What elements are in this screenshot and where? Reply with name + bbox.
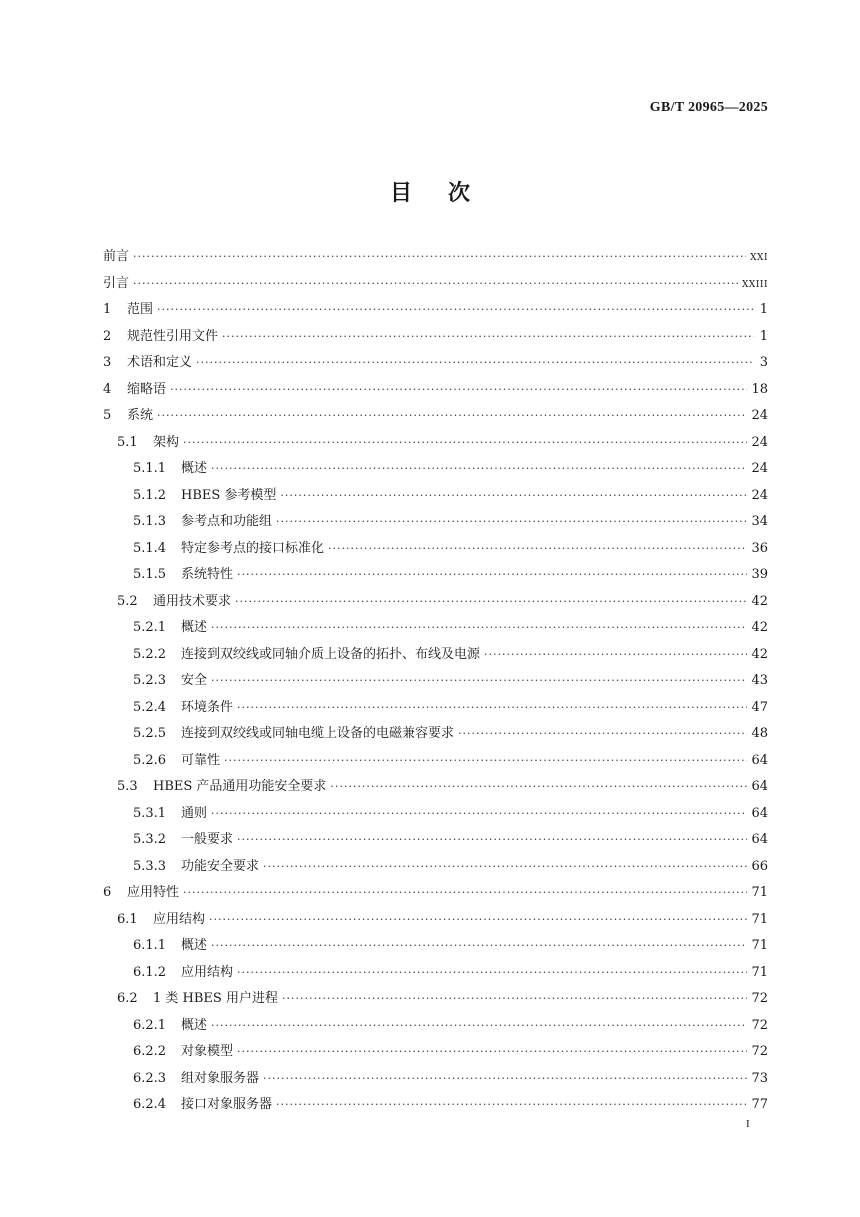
toc-entry-title: 应用特性 bbox=[127, 885, 180, 900]
toc-entry-title: 前言 bbox=[103, 249, 130, 264]
toc-entry-title: 应用结构 bbox=[181, 964, 234, 980]
toc-entry-page: 36 bbox=[751, 540, 768, 556]
toc-entry[interactable] bbox=[103, 483, 768, 510]
toc-dot-leader bbox=[263, 1066, 747, 1093]
toc-entry-title: 接口对象服务器 bbox=[181, 1097, 273, 1112]
toc-entry-number: 5.2.4 bbox=[133, 699, 167, 715]
toc-entry-page: 24 bbox=[751, 408, 768, 423]
toc-entry-title: 概述 bbox=[181, 938, 208, 953]
toc-entry-title: 对象模型 bbox=[181, 1044, 234, 1059]
toc-entry-number: 6.2.2 bbox=[133, 1044, 167, 1059]
toc-entry-page: 43 bbox=[751, 673, 768, 688]
toc-entry-number: 6.1.2 bbox=[133, 964, 167, 980]
toc-dot-leader bbox=[133, 244, 746, 271]
standard-code: GB/T 20965—2025 bbox=[649, 100, 768, 115]
toc-entry[interactable] bbox=[103, 271, 768, 298]
toc-entry-page: 1 bbox=[759, 302, 768, 317]
toc-entry-title: 连接到双绞线或同轴介质上设备的拓扑、布线及电源 bbox=[181, 646, 481, 662]
toc-entry-number: 5.2.6 bbox=[133, 752, 167, 768]
toc-dot-leader bbox=[458, 721, 747, 748]
toc-entry-title: 概述 bbox=[181, 620, 208, 635]
toc-dot-leader bbox=[237, 827, 747, 854]
toc-entry-title: 通用技术要求 bbox=[153, 593, 232, 609]
toc-entry-page: 71 bbox=[751, 911, 768, 927]
toc-entry-page: 47 bbox=[751, 699, 768, 715]
toc-entry[interactable] bbox=[103, 456, 768, 483]
toc-dot-leader bbox=[183, 880, 747, 907]
toc-dot-leader bbox=[237, 695, 747, 722]
toc-entry-number: 5.2.1 bbox=[133, 620, 167, 635]
toc-entry-page: 42 bbox=[751, 593, 768, 609]
toc-entry-number: 5.2.3 bbox=[133, 673, 167, 688]
toc-dot-leader bbox=[263, 854, 747, 881]
toc-entry-number: 5.2 bbox=[117, 593, 138, 609]
toc-entry-title: 概述 bbox=[181, 1017, 208, 1033]
toc-entry-title: 参考点和功能组 bbox=[181, 514, 273, 529]
toc-entry-title: 功能安全要求 bbox=[181, 858, 260, 874]
toc-entry-title: 通则 bbox=[181, 805, 208, 821]
toc-entry-title: 一般要求 bbox=[181, 832, 234, 847]
toc-entry-page: 71 bbox=[751, 938, 768, 953]
toc-dot-leader bbox=[235, 589, 747, 616]
toc-entry[interactable] bbox=[103, 1039, 768, 1066]
toc-entry-title: 规范性引用文件 bbox=[127, 328, 219, 344]
toc-entry-number: 6 bbox=[103, 885, 112, 900]
toc-entry-number: 5.1.4 bbox=[133, 540, 167, 556]
toc-entry-page: 71 bbox=[751, 964, 768, 980]
toc-entry-page: 72 bbox=[751, 1044, 768, 1059]
toc-entry-title: 架构 bbox=[153, 434, 180, 450]
toc-entry-title: 系统特性 bbox=[181, 567, 234, 582]
toc-entry[interactable] bbox=[103, 854, 768, 881]
toc-dot-leader bbox=[211, 615, 747, 642]
toc-entry[interactable] bbox=[103, 377, 768, 404]
toc-entry-page: XXIII bbox=[742, 279, 768, 290]
toc-entry-number: 5.1.1 bbox=[133, 461, 167, 476]
toc-entry-number: 4 bbox=[103, 381, 112, 397]
toc-entry-title: 范围 bbox=[127, 302, 154, 317]
toc-entry-page: 64 bbox=[751, 752, 768, 768]
toc-entry[interactable] bbox=[103, 1092, 768, 1119]
toc-dot-leader bbox=[237, 562, 747, 589]
toc-entry-number: 6.1.1 bbox=[133, 938, 167, 953]
toc-dot-leader bbox=[484, 642, 747, 669]
toc-dot-leader bbox=[237, 1039, 747, 1066]
toc-entry-number: 5.1.5 bbox=[133, 567, 167, 582]
toc-entry[interactable] bbox=[103, 801, 768, 828]
title-char-left: 目 bbox=[389, 181, 412, 206]
toc-entry-title: 组对象服务器 bbox=[181, 1070, 260, 1086]
toc-dot-leader bbox=[196, 350, 754, 377]
toc-entry[interactable] bbox=[103, 589, 768, 616]
toc-entry[interactable] bbox=[103, 721, 768, 748]
toc-entry-title: 缩略语 bbox=[127, 381, 167, 397]
toc-entry-title: 概述 bbox=[181, 461, 208, 476]
toc-entry[interactable] bbox=[103, 403, 768, 430]
toc-entry-title: HBES 参考模型 bbox=[181, 487, 277, 503]
toc-entry-page: 1 bbox=[759, 328, 768, 344]
toc-dot-leader bbox=[222, 324, 754, 351]
toc-entry-page: 77 bbox=[751, 1097, 768, 1112]
toc-entry-title: 应用结构 bbox=[153, 911, 206, 927]
toc-dot-leader bbox=[211, 801, 747, 828]
toc-entry-number: 5.3.1 bbox=[133, 805, 167, 821]
toc-entry[interactable] bbox=[103, 1066, 768, 1093]
toc-dot-leader bbox=[157, 297, 754, 324]
toc-entry-page: 64 bbox=[751, 832, 768, 847]
toc-entry[interactable] bbox=[103, 933, 768, 960]
toc-entry-page: 64 bbox=[751, 805, 768, 821]
toc-dot-leader bbox=[211, 668, 747, 695]
toc-entry[interactable] bbox=[103, 430, 768, 457]
toc-entry[interactable] bbox=[103, 774, 768, 801]
toc-entry-page: 64 bbox=[751, 779, 768, 794]
toc-entry-page: 48 bbox=[751, 726, 768, 741]
toc-dot-leader bbox=[328, 536, 747, 563]
toc-entry-number: 6.2.4 bbox=[133, 1097, 167, 1112]
toc-entry[interactable] bbox=[103, 668, 768, 695]
toc-entry-page: 71 bbox=[751, 885, 768, 900]
toc-entry-title: 系统 bbox=[127, 408, 154, 423]
toc-entry[interactable] bbox=[103, 748, 768, 775]
toc-dot-leader bbox=[209, 907, 747, 934]
toc-entry-number: 6.2.1 bbox=[133, 1017, 167, 1033]
title-char-right: 次 bbox=[448, 181, 471, 206]
toc-entry-page: 66 bbox=[751, 858, 768, 874]
toc-entry-number: 5.3.3 bbox=[133, 858, 167, 874]
toc-dot-leader bbox=[282, 986, 747, 1013]
toc-entry[interactable] bbox=[103, 562, 768, 589]
toc-entry-page: XXI bbox=[750, 253, 768, 263]
toc-entry[interactable] bbox=[103, 1013, 768, 1040]
toc-dot-leader bbox=[280, 483, 747, 510]
toc-entry-page: 3 bbox=[759, 355, 768, 370]
toc-entry[interactable] bbox=[103, 297, 768, 324]
toc-entry-page: 24 bbox=[751, 461, 768, 476]
toc-dot-leader bbox=[330, 774, 747, 801]
toc-entry-number: 6.2.3 bbox=[133, 1070, 167, 1086]
toc-entry[interactable] bbox=[103, 960, 768, 987]
toc-entry-number: 1 bbox=[103, 302, 112, 317]
toc-entry-page: 39 bbox=[751, 567, 768, 582]
toc-entry[interactable] bbox=[103, 986, 768, 1013]
toc-entry[interactable] bbox=[103, 695, 768, 722]
toc-entry-page: 72 bbox=[751, 1017, 768, 1033]
toc-entry-title: 安全 bbox=[181, 673, 208, 688]
toc-dot-leader bbox=[183, 430, 747, 457]
toc-entry-number: 6.1 bbox=[117, 911, 138, 927]
toc-entry-number: 5.1 bbox=[117, 434, 138, 450]
toc-dot-leader bbox=[276, 1092, 747, 1119]
toc-entry-title: 1 类 HBES 用户进程 bbox=[153, 991, 278, 1006]
toc-entry-page: 73 bbox=[751, 1070, 768, 1086]
toc-dot-leader bbox=[211, 1013, 747, 1040]
toc-entry-number: 5.1.2 bbox=[133, 487, 167, 503]
toc-dot-leader bbox=[133, 271, 738, 298]
toc-dot-leader bbox=[157, 403, 747, 430]
toc-entry[interactable] bbox=[103, 324, 768, 351]
toc-dot-leader bbox=[170, 377, 747, 404]
toc-entry-page: 24 bbox=[751, 487, 768, 503]
toc-entry[interactable] bbox=[103, 244, 768, 271]
toc-entry-title: 连接到双绞线或同轴电缆上设备的电磁兼容要求 bbox=[181, 726, 455, 741]
toc-entry[interactable] bbox=[103, 509, 768, 536]
toc-dot-leader bbox=[276, 509, 747, 536]
toc-entry-title: 引言 bbox=[103, 275, 130, 291]
toc-dot-leader bbox=[211, 933, 747, 960]
toc-entry[interactable] bbox=[103, 642, 768, 669]
toc-entry-number: 2 bbox=[103, 328, 112, 344]
toc-entry-page: 72 bbox=[751, 991, 768, 1006]
toc-entry-title: 术语和定义 bbox=[127, 355, 193, 370]
toc-dot-leader bbox=[224, 748, 747, 775]
toc-entry-number: 3 bbox=[103, 355, 112, 370]
toc-entry-number: 5.3 bbox=[117, 779, 138, 794]
toc-entry-page: 24 bbox=[751, 434, 768, 450]
toc-entry-title: 特定参考点的接口标准化 bbox=[181, 540, 325, 556]
toc-dot-leader bbox=[211, 456, 747, 483]
toc-entry-number: 5.2.2 bbox=[133, 646, 167, 662]
toc-entry[interactable] bbox=[103, 880, 768, 907]
toc-entry-title: 环境条件 bbox=[181, 699, 234, 715]
toc-entry-number: 5 bbox=[103, 408, 112, 423]
toc-entry[interactable] bbox=[103, 907, 768, 934]
toc-entry[interactable] bbox=[103, 827, 768, 854]
toc-entry[interactable] bbox=[103, 350, 768, 377]
page-title bbox=[0, 176, 860, 207]
toc-entry-page: 34 bbox=[751, 514, 768, 529]
toc-entry-number: 5.1.3 bbox=[133, 514, 167, 529]
toc-entry[interactable] bbox=[103, 615, 768, 642]
toc-entry-page: 42 bbox=[751, 646, 768, 662]
toc-entry-page: 18 bbox=[751, 381, 768, 397]
toc-entry-number: 6.2 bbox=[117, 991, 138, 1006]
toc-entry-title: 可靠性 bbox=[181, 752, 221, 768]
toc-entry-number: 5.3.2 bbox=[133, 832, 167, 847]
toc-entry-page: 42 bbox=[751, 620, 768, 635]
toc-entry[interactable] bbox=[103, 536, 768, 563]
toc-entry-number: 5.2.5 bbox=[133, 726, 167, 741]
footer-page-number: I bbox=[746, 1118, 750, 1130]
toc-dot-leader bbox=[237, 960, 747, 987]
table-of-contents bbox=[103, 244, 768, 1119]
toc-entry-title: HBES 产品通用功能安全要求 bbox=[153, 779, 327, 794]
